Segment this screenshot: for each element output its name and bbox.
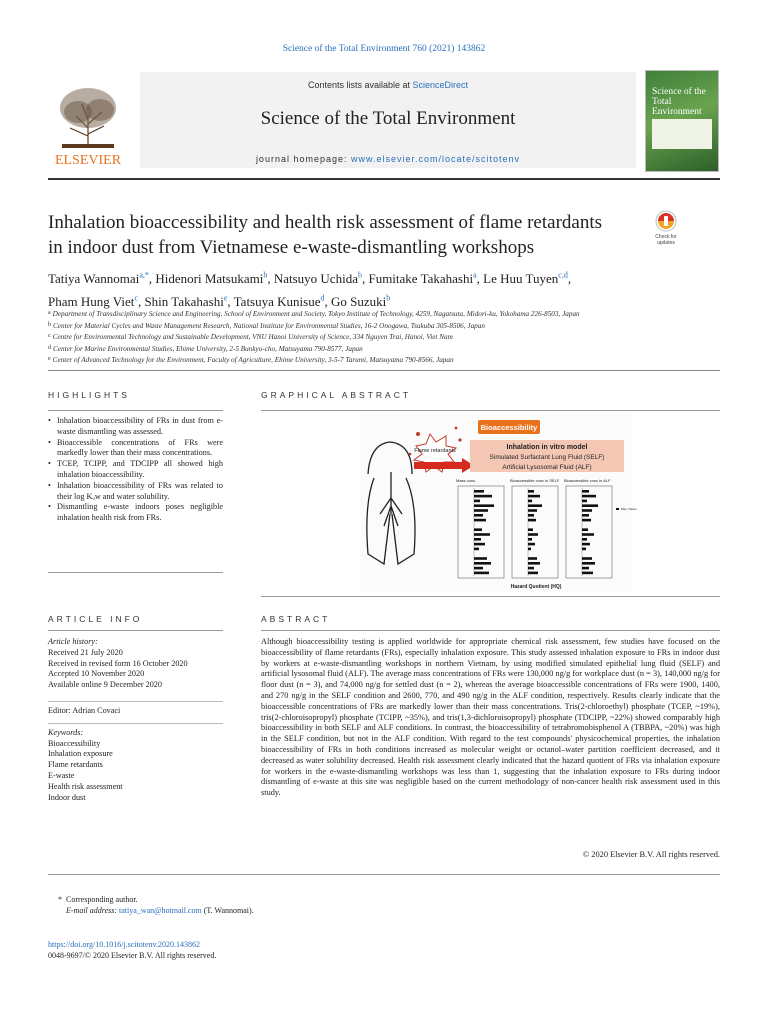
hq-bar	[582, 572, 593, 575]
author-separator: ,	[137, 293, 145, 309]
cover-title-line1: Science of the	[652, 87, 706, 97]
author-affiliation-mark: b	[263, 271, 268, 280]
hq-bar	[582, 567, 589, 570]
hq-bar	[528, 533, 538, 536]
journal-homepage-link[interactable]: www.elsevier.com/locate/scitotenv	[351, 154, 521, 164]
graphical-abstract-bottom-rule	[261, 596, 720, 597]
contents-line	[140, 80, 636, 90]
hq-bar	[582, 509, 592, 512]
hq-bar	[582, 504, 598, 507]
flame-retardant-label: Flame retardants	[414, 448, 456, 454]
hq-bar	[528, 528, 533, 531]
hq-bar	[528, 490, 534, 493]
hq-bar	[474, 514, 483, 517]
author-separator: ,	[361, 271, 369, 287]
masthead-divider	[48, 178, 720, 180]
hq-bar	[474, 509, 488, 512]
article-title-line2: in indoor dust from Vietnamese e-waste-dismantling workshops	[48, 237, 535, 258]
cover-title-line2: Total Environment	[652, 97, 702, 117]
panel-title: Bioaccessible conc in SELF	[510, 478, 560, 483]
article-info-heading: ARTICLE INFO	[48, 614, 143, 624]
abstract-copyright: © 2020 Elsevier B.V. All rights reserved.	[582, 850, 720, 859]
author	[48, 271, 155, 286]
journal-name: Science of the Total Environment	[260, 108, 516, 129]
author-separator: ,	[227, 293, 234, 309]
hq-bar	[474, 562, 491, 565]
hq-bar	[474, 528, 482, 531]
highlights-rule	[48, 410, 223, 411]
article-history	[48, 637, 223, 691]
article-info-rule	[48, 630, 223, 631]
author-email-link[interactable]: tatiya_wan@hotmail.com	[119, 906, 202, 915]
hq-bar	[582, 514, 589, 517]
affiliation-text: Centre for Environmental Technology and Sustainable Development, VNU Hanoi University of Science, 334 Nguyen Trai, Hanoi, Viet Nam	[52, 333, 453, 341]
hq-bar	[582, 528, 588, 531]
legend-swatch	[616, 508, 619, 510]
author-separator: ,	[148, 271, 156, 287]
fluid-self-label: Simulated Surfactant Lung Fluid (SELF)	[489, 454, 605, 461]
check-updates-label	[648, 234, 684, 246]
affiliation-mark: c	[48, 333, 51, 339]
highlight-item: • Inhalation bioaccessibility of FRs was related to their log Kₒw and water solubility.	[48, 481, 223, 503]
email-suffix: (T. Wannomai).	[201, 906, 254, 915]
hq-bar	[582, 500, 587, 503]
hq-bar	[474, 500, 480, 503]
author-separator: ,	[324, 293, 331, 309]
author-affiliation-mark: a	[473, 271, 477, 280]
keyword: Bioaccessibility	[48, 738, 101, 748]
hq-bar	[582, 519, 591, 522]
author-separator: ,	[567, 271, 572, 287]
panel-title: Mass conc.	[456, 478, 477, 483]
abstract-text: Although bioaccessibility testing is applied worldwide for appropriate chemical risk assessment, few studies have focused on the bioaccessibility of flame retardants (FRs), especially inhalation exposure. This study assessed inhalation exposure to FRs in indoor dust by workers at e-waste-dismantling workshops in northern Vietnam, by using modified simulated epithelial lung fluid (SELF) and artificial lysosomal fluid (ALF). The average mass concentrations of FRs were 130,000 ng/g for workplace dust (n = 3), 140,000 ng/g for floor dust (n = 3), and 74,000 ng/g for settled dust (n = 2), whereas the average bioaccessible concentrations of FRs were 1900, 1400, and 270 ng/g in the SELF condition and 2600, 770, and 490 ng/g in the ALF condition, respectively. Results clearly indicate that the bioaccessible concentrations of FRs are markedly lower than their mass concentrations. Tris(2-chloroethyl) phosphate (TCEP, ~19%), tris(2-chloroisopropyl) phosphate (TCIPP, ~35%), and tris(1,3-dichloroisopropyl) phosphate (TDCIPP, ~22%) showed comparably high bioaccessibility in both SELF and ALF conditions. In contrast, the bioaccessibility of tetrabromobisphenol A (TBBPA, ~20%) was high in the SELF condition, but not in the ALF condition. With regard to the test compounds' physicochemical properties, the inhalation bioaccessibility of FRs in both conditions increased as molecular weight or octanol–water partition coefficient decreased, and it decreased as water solubility decreased. Health risk assessment clearly indicated that the hazard quotient of FRs via inhalation exposure for workers in the e-waste-dismantling workshops was less than 1, suggesting that the inhalation exposure to FRs during indoor dismantling of e-waste at this site was negligible based on the current methodology of non-cancer health risk assessment used in this study.	[261, 637, 720, 798]
author	[483, 271, 571, 286]
model-title: Inhalation in vitro model	[506, 444, 588, 451]
author-affiliation-mark: e	[223, 293, 228, 303]
hq-bar	[582, 533, 594, 536]
hq-bar	[582, 538, 587, 541]
author-name: Shin Takahashi	[144, 293, 224, 309]
hq-bar	[528, 504, 542, 507]
article-info	[48, 637, 223, 803]
history-entry: Received 21 July 2020	[48, 647, 123, 657]
hq-bar	[582, 495, 596, 498]
journal-reference[interactable]: Science of the Total Environment 760 (2021) 143862	[282, 44, 486, 54]
author	[48, 294, 144, 309]
keyword: Indoor dust	[48, 792, 86, 802]
author-affiliation-mark: b	[386, 293, 391, 303]
footnote-mark: *	[58, 895, 62, 904]
check-for-updates-button[interactable]	[648, 210, 684, 250]
author	[368, 271, 483, 286]
hq-bar	[528, 500, 532, 503]
contents-prefix: Contents lists available at	[307, 80, 413, 90]
hq-bar	[582, 490, 589, 493]
affiliation	[48, 308, 708, 320]
author-affiliation-mark: c,d	[558, 271, 568, 280]
panel-title: Bioaccessible conc in ALF	[564, 478, 611, 483]
author	[331, 294, 390, 309]
journal-masthead	[48, 70, 720, 174]
article-info-separator	[48, 701, 223, 702]
check-updates-icon	[648, 210, 684, 234]
author-name: Tatsuya Kunisue	[233, 293, 321, 309]
highlight-item: • Inhalation bioaccessibility of FRs in dust from e-waste dismantling was assessed.	[48, 416, 223, 438]
in-vitro-model-band	[470, 440, 624, 472]
article-title	[48, 210, 608, 260]
hq-bar	[474, 533, 490, 536]
history-entry: Accepted 10 November 2020	[48, 669, 145, 679]
hq-bar	[528, 557, 537, 560]
affiliation-text: Center of Advanced Technology for the Environment, Faculty of Agriculture, Ehime University, 3-5-7 Tarumi, Matsuyama 790-8566, Japan	[52, 356, 454, 364]
author-affiliation-mark: b	[357, 271, 362, 280]
keyword: Health risk assessment	[48, 781, 123, 791]
hq-bar	[528, 509, 537, 512]
hq-bar	[528, 519, 536, 522]
affiliation	[48, 331, 708, 343]
hq-bar	[528, 567, 534, 570]
publisher-logo-text: ELSEVIER	[54, 153, 122, 168]
hq-bar	[474, 504, 494, 507]
affiliation-mark: b	[48, 321, 51, 328]
author-separator: ,	[267, 271, 274, 287]
author-name: Pham Hung Viet	[48, 293, 135, 309]
hq-bar	[528, 538, 532, 541]
author	[144, 294, 233, 309]
author-separator: ,	[476, 271, 484, 287]
keywords	[48, 728, 223, 804]
keyword: E-waste	[48, 770, 75, 780]
hq-bar	[474, 538, 481, 541]
hq-bar	[582, 557, 592, 560]
fluid-alf-label: Artificial Lysosomal Fluid (ALF)	[502, 464, 592, 471]
affiliation-text: Center for Marine Environmental Studies, Ehime University, 2-5 Bunkyo-cho, Matsuyama 790-8577, Japan	[53, 344, 363, 353]
affiliation-mark: d	[48, 344, 51, 351]
hq-bar	[528, 572, 538, 575]
graphical-abstract-figure[interactable]	[360, 414, 637, 592]
graphical-abstract-heading: GRAPHICAL ABSTRACT	[261, 390, 412, 400]
hq-bar	[582, 543, 590, 546]
hq-bar	[474, 572, 489, 575]
keywords-label: Keywords:	[48, 727, 84, 737]
author-name: Tatiya Wannomai	[48, 271, 140, 287]
author-name: Le Huu Tuyen	[483, 271, 559, 287]
author	[274, 271, 369, 286]
journal-homepage-line	[140, 154, 636, 164]
author-affiliation-mark: c	[134, 293, 138, 303]
corresponding-author-footnote	[48, 894, 448, 916]
keyword: Flame retardants	[48, 760, 103, 770]
hq-bar	[474, 548, 479, 551]
abstract-heading: ABSTRACT	[261, 614, 331, 624]
abstract-rule	[261, 630, 720, 631]
hq-bar	[474, 567, 483, 570]
graphical-abstract-rule	[261, 410, 720, 411]
author-list	[48, 266, 708, 311]
affiliation	[48, 320, 708, 332]
author	[155, 271, 273, 286]
editor-line: Editor: Adrian Covaci	[48, 705, 121, 715]
author-affiliation-mark: d	[320, 293, 325, 303]
affiliation-text: Department of Transdisciplinary Science and Engineering, School of Environment and Society, Tokyo Institute of Technology, 4259, Nagatsuta, Midori-ku, Yokohama 226-8503, Japan	[52, 310, 580, 318]
email-label: E-mail address:	[66, 906, 120, 915]
article-info-separator	[48, 723, 223, 724]
highlights-bottom-rule	[48, 572, 223, 573]
affiliation-mark: a	[48, 310, 51, 316]
author-name: Fumitake Takahashi	[368, 271, 474, 287]
highlight-item: • TCEP, TCIPP, and TDCIPP all showed high inhalation bioaccessibility.	[48, 459, 223, 481]
hq-bar	[474, 543, 485, 546]
cover-title	[652, 87, 714, 117]
article-history-label: Article history:	[48, 637, 98, 646]
x-axis-label: Hazard Quotient (HQ)	[510, 584, 562, 590]
hq-bar	[528, 514, 534, 517]
hq-bar	[528, 495, 540, 498]
hq-bar	[474, 490, 484, 493]
issn-line: 0048-9697/© 2020 Elsevier B.V. All rights reserved.	[48, 951, 217, 960]
affiliation	[48, 343, 708, 355]
highlights-list	[48, 416, 223, 524]
hq-bar	[528, 543, 535, 546]
sciencedirect-link[interactable]: ScienceDirect	[412, 80, 469, 90]
highlight-item: • Bioaccessible concentrations of FRs were markedly lower than their mass concentrations.	[48, 438, 223, 460]
affiliation-mark: e	[48, 356, 51, 362]
corresponding-author-label: Corresponding author.	[66, 895, 138, 904]
highlight-item: • Dismantling e-waste indoors poses negligible inhalation health risk from FRs.	[48, 502, 223, 524]
footnote-divider	[48, 874, 720, 875]
hq-bar	[582, 562, 595, 565]
hq-bar	[528, 562, 540, 565]
bioaccessibility-label: Bioaccessibility	[480, 423, 538, 432]
author-name: Go Suzuki	[330, 293, 387, 309]
author	[234, 294, 331, 309]
check-updates-line1: Check for	[655, 234, 677, 240]
history-entry: Received in revised form 16 October 2020	[48, 658, 188, 668]
journal-cover-image[interactable]	[645, 70, 719, 172]
affiliation	[48, 354, 708, 366]
bioaccessibility-badge	[478, 420, 540, 434]
author-affiliation-mark: a,*	[139, 271, 149, 280]
hq-bar	[474, 495, 492, 498]
keyword: Inhalation exposure	[48, 749, 113, 759]
author-name: Hidenori Matsukami	[155, 271, 264, 287]
hq-bar	[528, 548, 531, 551]
affiliation-text: Center for Material Cycles and Waste Management Research, National Institute for Environmental Studies, 16-2 Onogawa, Tsukuba 305-8506, Japan	[53, 321, 485, 330]
author-name: Natsuyo Uchida	[273, 271, 358, 287]
homepage-prefix: journal homepage:	[255, 154, 351, 164]
publisher-logo[interactable]	[48, 76, 128, 168]
hq-bar	[582, 548, 586, 551]
section-divider	[48, 370, 720, 371]
doi-link[interactable]: https://doi.org/10.1016/j.scitotenv.2020.143862	[48, 940, 200, 949]
highlights-heading: HIGHLIGHTS	[48, 390, 130, 400]
check-updates-line2: updates	[657, 240, 675, 246]
hq-bar	[474, 519, 486, 522]
affiliation-list	[48, 308, 708, 366]
cover-band	[652, 119, 712, 149]
hq-bar	[474, 557, 487, 560]
legend-label: Max / Mean	[621, 507, 637, 511]
journal-header-band	[140, 72, 636, 168]
article-title-line1: Inhalation bioaccessibility and health risk assessment of flame retardants	[48, 212, 602, 233]
history-entry: Available online 9 December 2020	[48, 680, 162, 690]
